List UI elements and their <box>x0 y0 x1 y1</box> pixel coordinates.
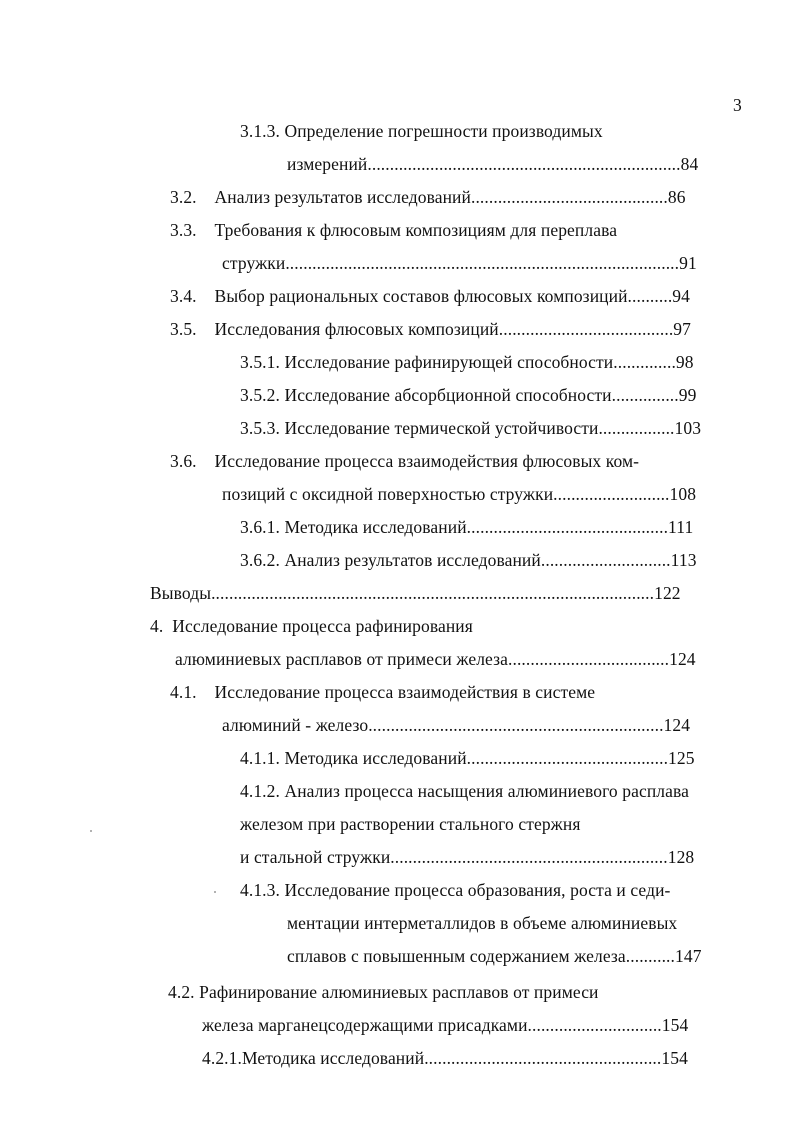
toc-entry-3-5-1: 3.5.1. Исследование рафинирующей способности..............98 <box>240 352 694 372</box>
toc-entry-4-1-2-cont1: железом при растворении стального стержня <box>240 814 581 834</box>
scan-speck <box>90 830 92 832</box>
page-number: 3 <box>733 95 742 115</box>
toc-entry-4-1-2-cont2: и стальной стружки..............................................................128 <box>240 847 695 867</box>
toc-entry-3-5-3: 3.5.3. Исследование термической устойчивости.................103 <box>240 418 702 438</box>
toc-entry-4-1-3-cont2: сплавов с повышенным содержанием железа...........147 <box>287 946 702 966</box>
toc-entry-4-1-3: 4.1.3. Исследование процесса образования, роста и седи- <box>240 880 671 900</box>
toc-entry-4-2: 4.2. Рафинирование алюминиевых расплавов от примеси <box>168 982 599 1002</box>
toc-entry-3-1-3: 3.1.3. Определение погрешности производимых <box>240 121 603 141</box>
toc-entry-conclusions: Выводы...................................................................................................122 <box>150 583 681 603</box>
toc-entry-3-5: 3.5. Исследования флюсовых композиций.......................................97 <box>170 319 691 339</box>
toc-entry-4-1-2: 4.1.2. Анализ процесса насыщения алюминиевого расплава <box>240 781 689 801</box>
toc-entry-3-2: 3.2. Анализ результатов исследований............................................86 <box>170 187 686 207</box>
toc-entry-3-6-cont: позиций с оксидной поверхностью стружки..........................108 <box>222 484 697 504</box>
toc-entry-4-1-1: 4.1.1. Методика исследований.............................................125 <box>240 748 695 768</box>
toc-entry-3-3-cont: стружки........................................................................................91 <box>222 253 697 273</box>
toc-entry-4-2-cont: железа марганецсодержащими присадками..............................154 <box>202 1015 689 1035</box>
toc-entry-4-1: 4.1. Исследование процесса взаимодействия в системе <box>170 682 596 702</box>
toc-entry-3-1-3-cont: измерений......................................................................84 <box>287 154 699 174</box>
toc-entry-4-1-3-cont1: ментации интерметаллидов в объеме алюминиевых <box>287 913 678 933</box>
toc-entry-3-6-2: 3.6.2. Анализ результатов исследований.............................113 <box>240 550 697 570</box>
toc-entry-4: 4. Исследование процесса рафинирования <box>150 616 473 636</box>
toc-entry-3-6-1: 3.6.1. Методика исследований.............................................111 <box>240 517 694 537</box>
toc-entry-3-3: 3.3. Требования к флюсовым композициям для переплава <box>170 220 618 240</box>
toc-entry-3-5-2: 3.5.2. Исследование абсорбционной способности...............99 <box>240 385 697 405</box>
scan-speck <box>214 891 216 893</box>
toc-entry-4-cont: алюминиевых расплавов от примеси железа....................................124 <box>175 649 696 669</box>
toc-entry-3-6: 3.6. Исследование процесса взаимодействия флюсовых ком- <box>170 451 640 471</box>
toc-entry-4-2-1: 4.2.1.Методика исследований.....................................................154 <box>202 1048 688 1068</box>
toc-entry-3-4: 3.4. Выбор рациональных составов флюсовых композиций..........94 <box>170 286 691 306</box>
toc-entry-4-1-cont: алюминий - железо..................................................................124 <box>222 715 691 735</box>
